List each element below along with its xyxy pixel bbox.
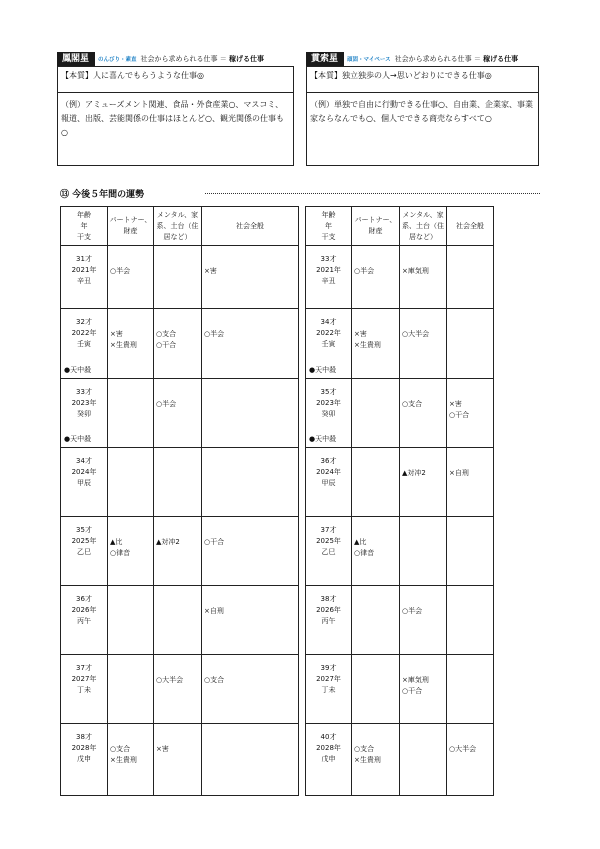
star-header (57, 52, 294, 66)
mental-cell (400, 724, 447, 796)
year-text (61, 448, 107, 489)
table-row (61, 586, 299, 655)
year-text (61, 724, 107, 765)
partner-cell (352, 724, 400, 796)
header-line: メンタル、家 (156, 210, 199, 219)
partner-entry: ▲比 (354, 538, 367, 546)
year-line: 丁未 (321, 686, 336, 694)
year-line: 2022年 (316, 329, 341, 337)
table-row (61, 655, 299, 724)
year-text (306, 448, 351, 489)
tenchusatsu-label: ●天中殺 (309, 366, 337, 374)
year-text (61, 379, 107, 420)
year-cell (61, 246, 108, 309)
year-line: 癸卯 (77, 410, 91, 418)
table-row (306, 246, 494, 309)
year-line: 癸卯 (321, 410, 336, 418)
header-social (202, 207, 299, 246)
table-row (306, 448, 494, 517)
table-row (61, 379, 299, 448)
partner-entry: ○律音 (354, 549, 375, 557)
partner-entry: ×生貴刑 (354, 756, 381, 764)
table-row (61, 517, 299, 586)
partner-cell (108, 517, 154, 586)
year-line: 壬寅 (77, 340, 91, 348)
social-entry: ×自刑 (204, 607, 224, 615)
social-cell (202, 517, 299, 586)
year-line: 2025年 (71, 537, 97, 545)
year-line: 2026年 (71, 606, 97, 614)
mental-cell (400, 517, 447, 586)
header-line: 干支 (77, 232, 91, 241)
social-cell (202, 379, 299, 448)
year-cell (306, 724, 352, 796)
header-line: 居など） (409, 232, 437, 241)
star-name: 貫索星 (306, 52, 344, 66)
partner-cell (108, 448, 154, 517)
mental-entry: ○干合 (156, 341, 177, 349)
mental-cell (400, 309, 447, 379)
header-line: メンタル、家 (402, 210, 444, 219)
table-row (306, 586, 494, 655)
mental-cell (400, 379, 447, 448)
star-header (306, 52, 539, 66)
year-cell (306, 246, 352, 309)
year-text (306, 655, 351, 696)
header-line: パートナー、 (109, 216, 152, 224)
year-line: 丙午 (77, 617, 91, 625)
year-line: 37才 (320, 526, 337, 534)
partner-entry: ×害 (110, 330, 123, 338)
tenchusatsu-label: ●天中殺 (309, 435, 337, 443)
social-cell (447, 517, 494, 586)
mental-cell (400, 655, 447, 724)
partner-entry: ×生貴刑 (354, 341, 381, 349)
year-line: 33才 (320, 255, 337, 263)
star-essence: 【本質】独立独歩の人→思いどおりにできる仕事◎ (307, 67, 538, 93)
social-cell (447, 724, 494, 796)
header-line: 居など） (163, 232, 192, 241)
partner-entry: ▲比 (110, 538, 123, 546)
year-line: 38才 (76, 733, 92, 741)
fortune-table-right (305, 206, 494, 796)
year-cell (61, 724, 108, 796)
partner-cell (352, 448, 400, 517)
table-row (61, 448, 299, 517)
year-line: 2022年 (71, 329, 97, 337)
social-entry: ×害 (204, 267, 217, 275)
header-social (447, 207, 494, 246)
table-row (306, 379, 494, 448)
partner-entry: ○半会 (110, 267, 131, 275)
header-year (306, 207, 352, 246)
social-cell (202, 448, 299, 517)
partner-cell (108, 309, 154, 379)
year-text (306, 309, 351, 350)
partner-entry: ○支合 (110, 745, 131, 753)
required-suffix: 稼げる仕事 (229, 55, 264, 63)
year-line: 2021年 (71, 266, 97, 274)
year-line: 36才 (76, 595, 92, 603)
header-line: 年 (80, 221, 88, 230)
social-cell (202, 586, 299, 655)
table-row (306, 655, 494, 724)
year-line: 2027年 (316, 675, 341, 683)
header-line: 社会全般 (456, 221, 484, 230)
mental-cell (400, 586, 447, 655)
partner-cell (108, 724, 154, 796)
year-line: 35才 (320, 388, 337, 396)
social-entry: ○干合 (204, 538, 225, 546)
section-title: ⑬ 今後５年間の運勢 (60, 190, 145, 200)
partner-cell (352, 517, 400, 586)
year-line: 2023年 (316, 399, 341, 407)
year-line: 辛丑 (77, 277, 91, 285)
year-text (61, 309, 107, 350)
header-mental (154, 207, 202, 246)
year-line: 2024年 (71, 468, 97, 476)
year-line: 35才 (76, 526, 92, 534)
partner-entry: ×生貴刑 (110, 756, 137, 764)
year-cell (61, 309, 108, 379)
year-text (61, 655, 107, 696)
star-example: （例）アミューズメント関連、食品・外食産業○、マスコミ、報道、出版、芸能関係の仕事はほとんど○、観光関係の仕事も○ (61, 100, 284, 137)
star-subtitle: 頑固・マイペース (347, 57, 391, 63)
year-text (306, 379, 351, 420)
mental-entry: ○半会 (402, 607, 423, 615)
year-line: 戊申 (321, 755, 336, 763)
mental-entry: ×庫気刑 (402, 676, 429, 684)
header-row (306, 207, 494, 246)
table-row (61, 724, 299, 796)
header-partner (108, 207, 154, 246)
year-line: 31才 (76, 255, 92, 263)
year-cell (306, 448, 352, 517)
year-text (61, 517, 107, 558)
star-body (306, 66, 539, 166)
header-line: 干支 (321, 232, 336, 241)
star-name: 鳳閣星 (57, 52, 95, 66)
mental-cell (400, 246, 447, 309)
star-card-houkaku (57, 52, 294, 166)
social-cell (447, 655, 494, 724)
mental-cell (400, 448, 447, 517)
mental-entry: ×庫気刑 (402, 267, 429, 275)
partner-cell (108, 655, 154, 724)
partner-entry: ○支合 (354, 745, 375, 753)
year-text (306, 517, 351, 558)
tenchusatsu-label: ●天中殺 (64, 366, 92, 374)
header-line: 社会全般 (236, 221, 264, 230)
mental-entry: ○支合 (402, 400, 423, 408)
social-entry: ×害 (449, 400, 462, 408)
table-row (306, 724, 494, 796)
mental-cell (154, 586, 202, 655)
social-cell (447, 309, 494, 379)
year-cell (306, 586, 352, 655)
year-line: 壬寅 (321, 340, 336, 348)
table-row (61, 309, 299, 379)
header-row (61, 207, 299, 246)
year-line: 甲辰 (321, 479, 336, 487)
partner-cell (108, 586, 154, 655)
star-card-kansaku (306, 52, 539, 166)
year-cell (306, 309, 352, 379)
star-example: （例）単独で自由に行動できる仕事○、自由業、企業家、事業家ならなんでも○、個人でできる商売ならすべて○ (310, 100, 533, 123)
social-cell (447, 448, 494, 517)
partner-cell (352, 586, 400, 655)
mental-entry: ▲対冲2 (156, 538, 180, 546)
mental-cell (154, 379, 202, 448)
mental-cell (154, 246, 202, 309)
mental-entry: ○支合 (156, 330, 177, 338)
header-partner (352, 207, 400, 246)
social-entry: ○大半会 (449, 745, 477, 753)
year-cell (306, 517, 352, 586)
required-prefix: 社会から求められる仕事 ＝ (394, 55, 481, 63)
year-cell (61, 586, 108, 655)
partner-entry: ×害 (354, 330, 367, 338)
mental-cell (154, 655, 202, 724)
header-mental (400, 207, 447, 246)
header-line: 財産 (368, 227, 383, 235)
partner-cell (108, 246, 154, 309)
mental-entry: ○半会 (156, 400, 177, 408)
partner-entry: ×生貴刑 (110, 341, 137, 349)
social-cell (447, 379, 494, 448)
year-line: 乙巳 (77, 548, 91, 556)
year-line: 甲辰 (77, 479, 91, 487)
partner-entry: ○律音 (110, 549, 131, 557)
partner-cell (352, 655, 400, 724)
header-line: 財産 (123, 227, 138, 235)
year-cell (306, 379, 352, 448)
social-cell (447, 246, 494, 309)
partner-cell (352, 379, 400, 448)
mental-entry: ○大半会 (156, 676, 184, 684)
partner-cell (352, 246, 400, 309)
star-subtitle: のんびり・素直 (98, 57, 137, 63)
star-required-work (395, 54, 518, 64)
year-text (61, 586, 107, 627)
social-entry: ○干合 (449, 411, 470, 419)
mental-cell (154, 309, 202, 379)
year-line: 辛丑 (321, 277, 336, 285)
year-line: 乙巳 (321, 548, 336, 556)
partner-cell (352, 309, 400, 379)
header-line: パートナー、 (354, 216, 397, 224)
year-line: 32才 (76, 318, 92, 326)
star-required-work (141, 54, 264, 64)
partner-cell (108, 379, 154, 448)
year-cell (61, 655, 108, 724)
year-cell (61, 448, 108, 517)
header-line: 年 (325, 221, 332, 230)
mental-entry: ▲対冲2 (402, 469, 426, 477)
year-line: 丁未 (77, 686, 91, 694)
social-cell (447, 586, 494, 655)
mental-entry: ×害 (156, 745, 169, 753)
social-cell (202, 724, 299, 796)
required-prefix: 社会から求められる仕事 ＝ (140, 55, 227, 63)
year-line: 2021年 (316, 266, 341, 274)
year-line: 2027年 (71, 675, 97, 683)
year-cell (61, 379, 108, 448)
table-row (61, 246, 299, 309)
social-entry: ○半会 (204, 330, 225, 338)
header-line: 系、土台（住 (402, 221, 444, 230)
year-line: 2028年 (316, 744, 341, 752)
mental-cell (154, 517, 202, 586)
year-line: 36才 (320, 457, 337, 465)
header-line: 年齢 (77, 210, 91, 219)
star-essence: 【本質】人に喜んでもらうような仕事◎ (58, 67, 293, 93)
year-cell (306, 655, 352, 724)
partner-entry: ○半会 (354, 267, 375, 275)
year-line: 34才 (320, 318, 337, 326)
year-text (306, 246, 351, 287)
table-row (306, 309, 494, 379)
year-line: 丙午 (321, 617, 336, 625)
year-text (61, 246, 107, 287)
social-cell (202, 655, 299, 724)
year-line: 戊申 (77, 755, 91, 763)
year-cell (61, 517, 108, 586)
year-line: 2023年 (71, 399, 97, 407)
social-cell (202, 309, 299, 379)
header-line: 系、土台（住 (156, 221, 199, 230)
year-line: 39才 (320, 664, 337, 672)
mental-entry: ○干合 (402, 687, 423, 695)
year-text (306, 724, 351, 765)
social-entry: ○支合 (204, 676, 225, 684)
mental-cell (154, 448, 202, 517)
header-line: 年齢 (321, 210, 336, 219)
table-row (306, 517, 494, 586)
year-text (306, 586, 351, 627)
year-line: 33才 (76, 388, 92, 396)
year-line: 2025年 (316, 537, 341, 545)
header-year (61, 207, 108, 246)
mental-entry: ○大半会 (402, 330, 430, 338)
tenchusatsu-label: ●天中殺 (64, 435, 92, 443)
year-line: 2028年 (71, 744, 97, 752)
year-line: 40才 (320, 733, 337, 741)
social-cell (202, 246, 299, 309)
year-line: 37才 (76, 664, 92, 672)
mental-cell (154, 724, 202, 796)
star-body (57, 66, 294, 166)
dotted-divider (205, 193, 540, 194)
year-line: 2024年 (316, 468, 341, 476)
year-line: 2026年 (316, 606, 341, 614)
social-entry: ×自刑 (449, 469, 469, 477)
year-line: 38才 (320, 595, 337, 603)
required-suffix: 稼げる仕事 (483, 55, 519, 63)
fortune-table-left (60, 206, 299, 796)
year-line: 34才 (76, 457, 92, 465)
